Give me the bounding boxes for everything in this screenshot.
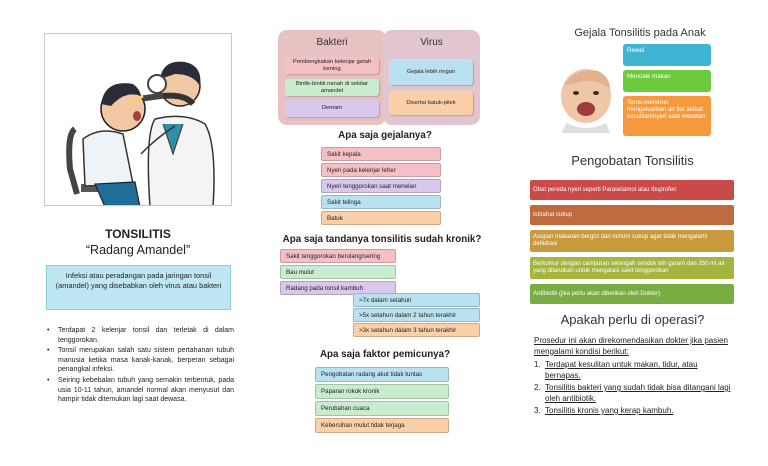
- virus-item: Disertai batuk-pilek: [389, 91, 473, 115]
- definition-box: Infeksi atau peradangan pada jaringan tonsil (amandel) yang disebabkan oleh virus atau bakteri: [46, 265, 231, 310]
- fact-item: • Tonsil merupakan salah satu sistem pertahanan tubuh manusia ketika masa kanak-kanak, berperan sebagai penangkal infeksi.: [46, 346, 234, 375]
- doctor-examining-child-illustration: [44, 33, 232, 206]
- operasi-item: [534, 406, 734, 417]
- operasi-item: [534, 360, 734, 381]
- faktor-item: Paparan rokok kronik: [315, 384, 449, 399]
- pengobatan-item: Asupan makanan bergizi dan minum cukup agar tidak mengalami dehidrasi: [530, 230, 734, 252]
- gejala-anak-item: Menolak makan: [623, 70, 711, 92]
- bakteri-item: Pembengkakan kelenjar getah bening: [285, 57, 379, 74]
- kronik-item: Bau mulut: [280, 265, 396, 279]
- bakteri-item: Demam: [285, 100, 379, 117]
- gejala-item: Sakit telinga: [321, 195, 441, 209]
- pengobatan-title: Pengobatan Tonsilitis: [571, 153, 694, 168]
- kronik-sub-item: >5x setahun dalam 2 tahun terakhir: [353, 308, 480, 322]
- operasi-intro: Prosedur ini akan direkomendasikan dokter jika pasien mengalami kondisi berikut:: [534, 336, 728, 356]
- list-number: 1.: [534, 360, 541, 369]
- gejala-item: Sakit kepala: [321, 147, 441, 161]
- list-number: 3.: [534, 406, 541, 415]
- faktor-item: Kebersihan mulut tidak terjaga: [315, 418, 449, 433]
- crying-child-photo: [546, 63, 622, 133]
- operasi-item-text: Tonsilitis kronis yang kerap kambuh.: [545, 406, 674, 415]
- operasi-item-text: Terdapat kesulitan untuk makan, tidur, atau bernapas.: [545, 360, 698, 380]
- virus-item: Gejala lebih ringan: [389, 59, 473, 85]
- list-number: 2.: [534, 383, 541, 392]
- virus-title: Virus: [420, 37, 443, 48]
- pengobatan-item: Istirahat cukup: [530, 205, 734, 225]
- fact-item: • Seiring kebebalan tubuh yang semakin terbentuk, pada usia 10-11 tahun, amandel normal akan menyusut dan hampir tidak ditemukan lagi saat dewasa.: [46, 376, 234, 405]
- pengobatan-item: Antibiotik (jika perlu akan diberikan oleh Dokter): [530, 284, 734, 304]
- kronik-sub-item: >3x setahun dalam 3 tahun terakhir: [353, 323, 480, 337]
- operasi-item-text: Tonsilitis bakteri yang sudah tidak bisa ditangani lagi oleh antibiotik.: [545, 383, 731, 403]
- kronik-sub-item: >7x dalam setahun: [353, 293, 480, 307]
- gejala-anak-item: Terus-menerus mengeluarkan air liur akibat kesulitan/nyeri saat menelan: [623, 96, 711, 136]
- page-title-tonsilitis: TONSILITIS: [105, 227, 171, 241]
- kronik-item: Sakit tenggorokan berulang/sering: [280, 249, 396, 263]
- gejala-item: Nyeri tenggorokan saat menelan: [321, 179, 441, 193]
- kronik-item: Radang pada tonsil kambuh: [280, 281, 396, 295]
- doctor-patient-image: [45, 34, 232, 206]
- gejala-item: Batuk: [321, 211, 441, 225]
- gejala-anak-item: Rewel: [623, 44, 711, 66]
- gejala-anak-title: Gejala Tonsilitis pada Anak: [574, 27, 706, 39]
- pengobatan-item: Berkumur dengan campuran setengah sendok teh garam dan 250 ml air yang dilarutkan untuk mengatasi sakit tenggorokan: [530, 257, 734, 279]
- bakteri-title: Bakteri: [316, 37, 348, 48]
- fact-item: • Terdapat 2 kelenjar tonsil dan terletak di dalam tenggorokan.: [46, 326, 234, 345]
- page-subtitle: “Radang Amandel”: [85, 243, 191, 257]
- bakteri-item: Bintik-bintik nanah di sekitar amandel: [285, 79, 379, 96]
- faktor-heading: Apa saja faktor pemicunya?: [319, 349, 451, 360]
- kronik-heading: Apa saja tandanya tonsilitis sudah kronik?: [282, 234, 482, 245]
- gejala-heading: Apa saja gejalanya?: [338, 130, 432, 141]
- operasi-item: [534, 383, 734, 404]
- pengobatan-item: Obat pereda nyeri seperti Parasetamol atau Ibuprofen: [530, 180, 734, 200]
- tonsil-facts-list: [46, 326, 234, 406]
- operasi-title: Apakah perlu di operasi?: [560, 312, 705, 327]
- operasi-conditions-list: [534, 360, 734, 419]
- gejala-item: Nyeri pada kelenjar leher: [321, 163, 441, 177]
- faktor-item: Perubahan cuaca: [315, 401, 449, 416]
- child-photo-image: [546, 63, 622, 133]
- faktor-item: Pengobatan radang akut tidak tuntas: [315, 367, 449, 382]
